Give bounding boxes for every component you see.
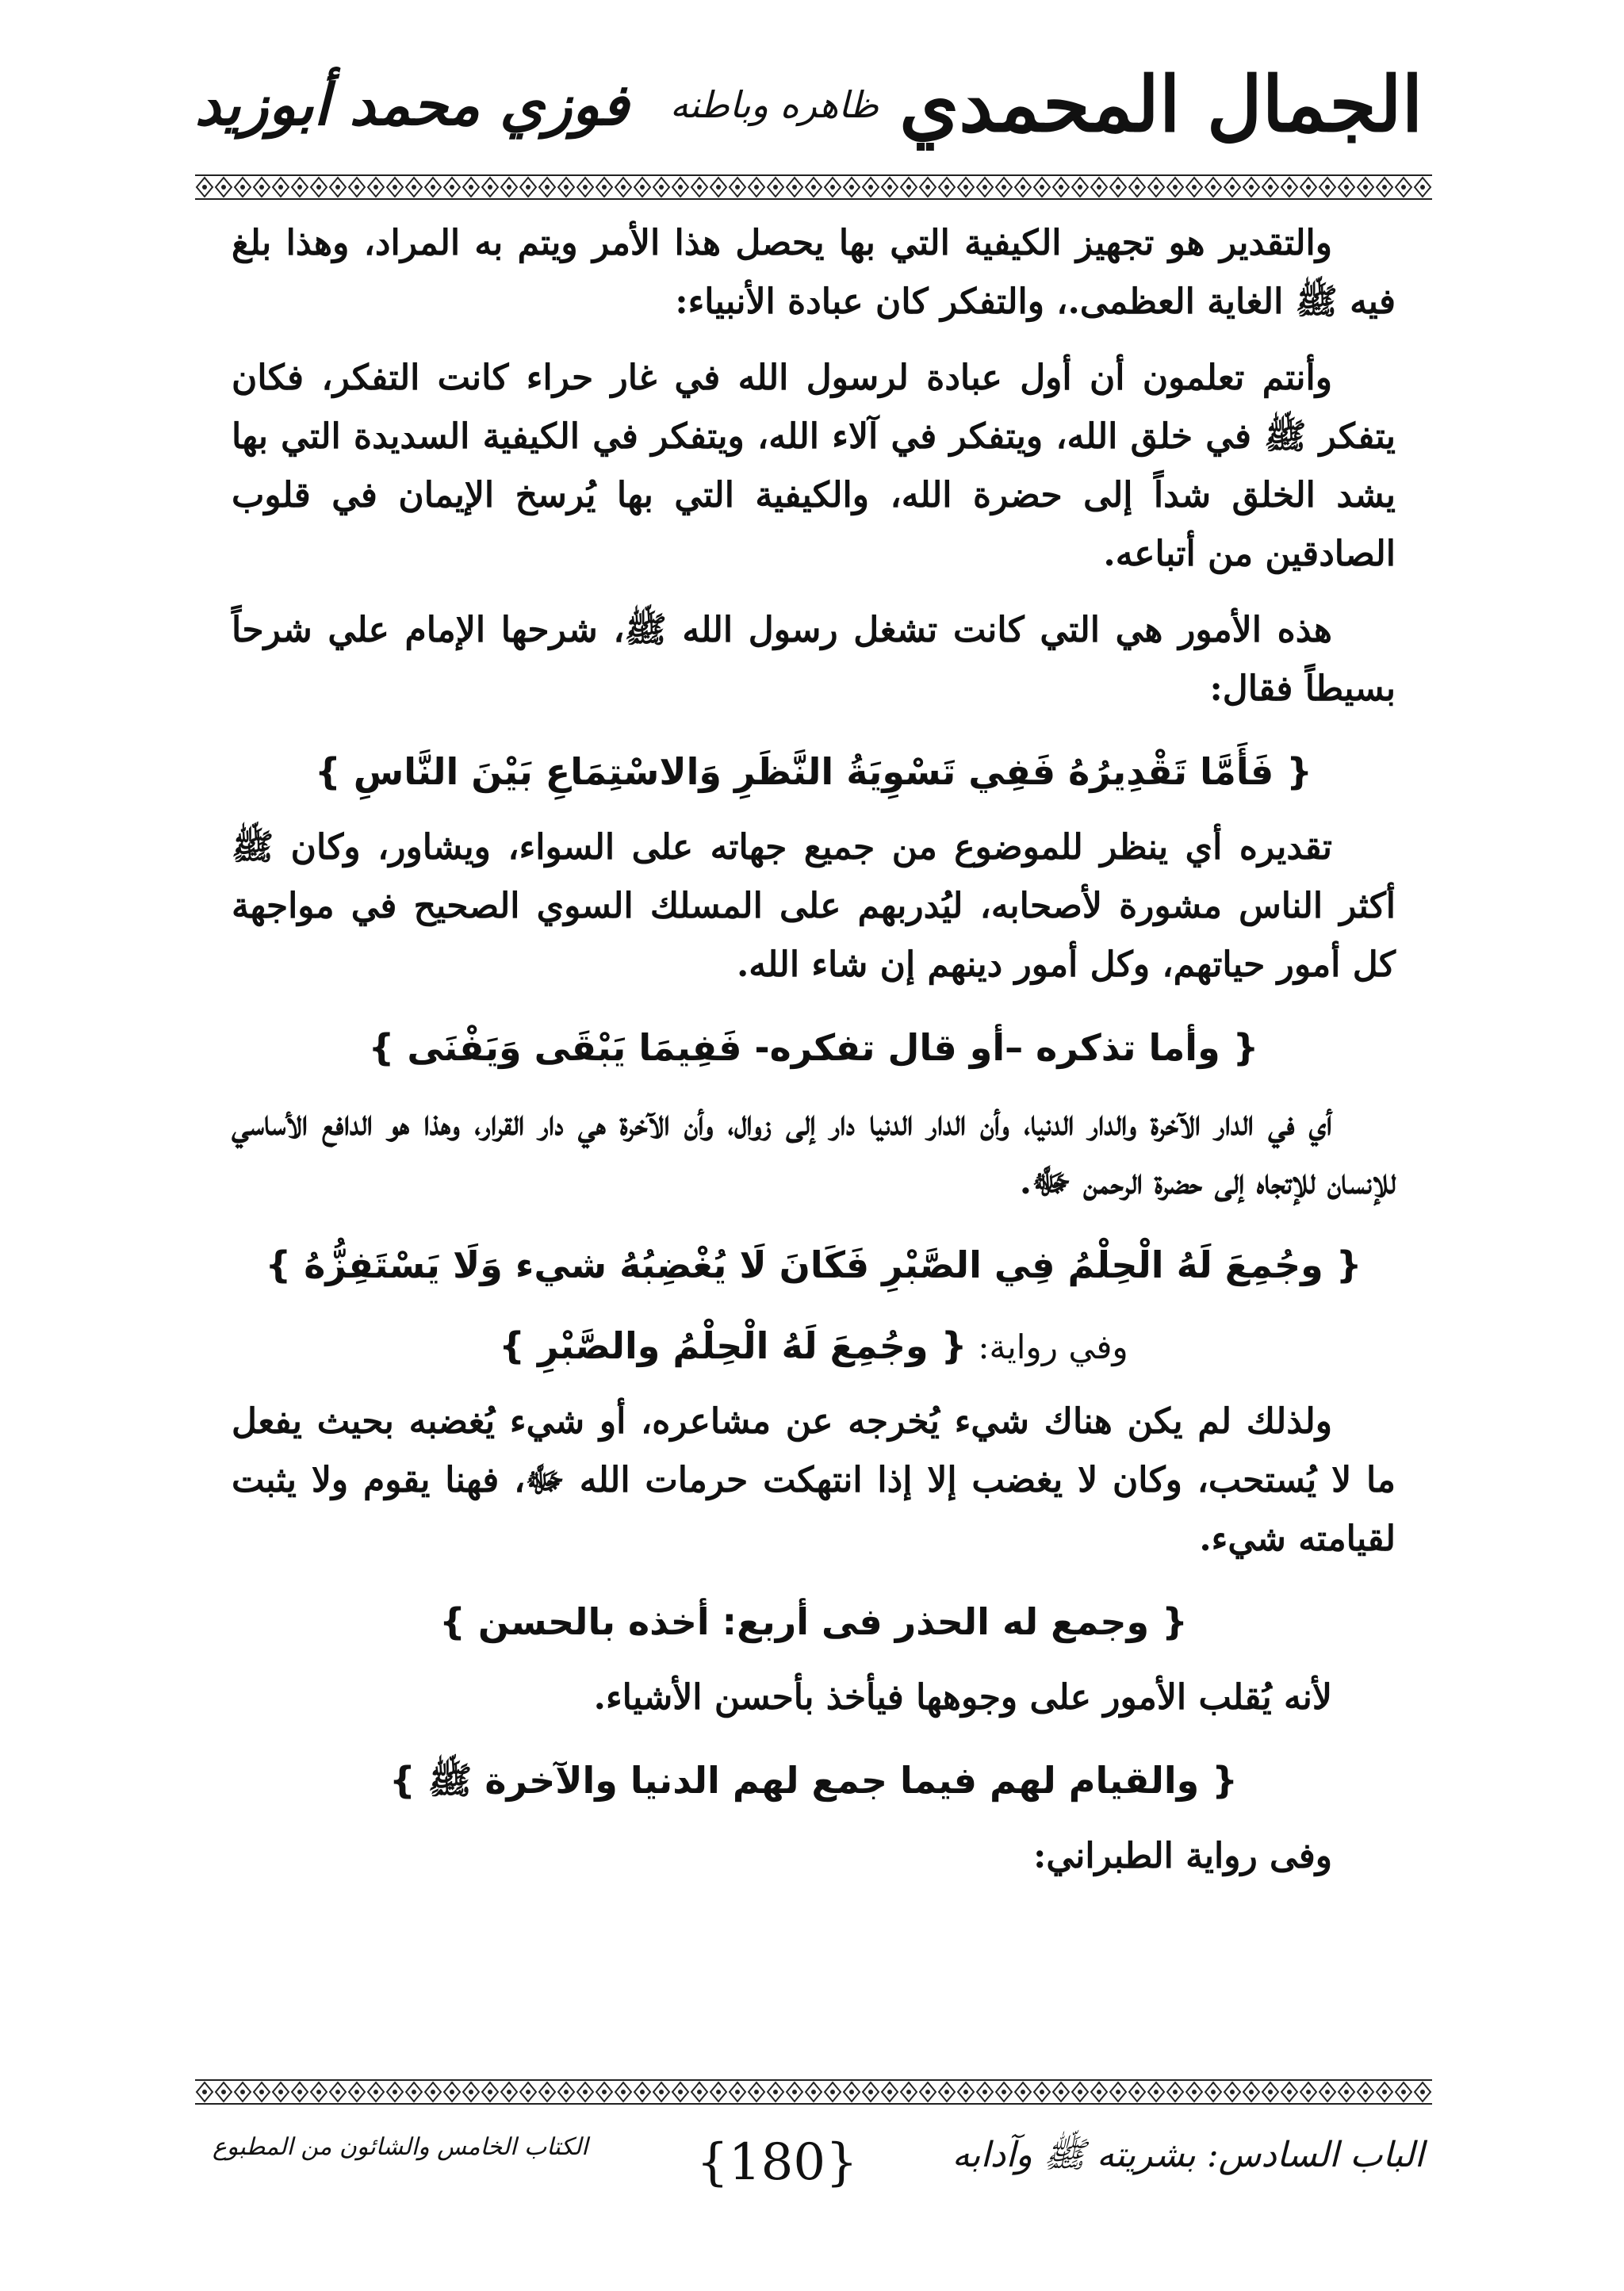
ornamental-border-bottom [195, 2079, 1432, 2105]
hadith-quote: { وجُمِعَ لَهُ الْحِلْمُ فِي الصَّبْرِ فَكَانَ لَا يُغْضِبُهُ شيء وَلَا يَسْتَفِزُّهُ } [265, 1243, 1362, 1286]
page-number: {180} [696, 2133, 858, 2192]
paragraph: ولذلك لم يكن هناك شيء يُخرجه عن مشاعره، أو شيء يُغضبه بحيث يفعل ما لا يُستحب، وكان لا يغضب إلا إذا انتهكت حرمات الله ﷻ، فهنا يقوم ولا يثبت لقيامته شيء. [232, 1401, 1396, 1559]
hadith-quote: { فَأَمَّا تَقْدِيرُهُ فَفِي تَسْوِيَةُ النَّظَرِ وَالاسْتِمَاعِ بَيْنَ النَّاسِ } [314, 750, 1313, 793]
book-title: الجمال المحمدي [899, 59, 1423, 149]
author-name: فوزي محمد أبوزيد [194, 71, 629, 138]
paragraph: وفى رواية الطبراني: [1033, 1836, 1332, 1876]
paragraph: لأنه يُقلب الأمور على وجوهها فيأخذ بأحسن الأشياء. [593, 1677, 1332, 1718]
hadith-quote: { وجُمِعَ لَهُ الْحِلْمُ والصَّبْرِ } [499, 1324, 967, 1367]
page-body [232, 214, 1396, 1903]
ornamental-border-top [195, 174, 1432, 200]
paragraph: أي في الدار الآخرة والدار الدنيا، وأن الدار الدنيا دار إلى زوال، وأن الآخرة هي دار القرار، وهذا هو الدافع الأساسي للإنسان للإتجاه إلى حضرة الرحمن ﷻ. [232, 1103, 1396, 1202]
hadith-quote: { وأما تذكره –أو قال تفكره- فَفِيمَا يَبْقَى وَيَفْنَى } [368, 1026, 1259, 1069]
paragraph: وأنتم تعلمون أن أول عبادة لرسول الله في غار حراء كانت التفكر، فكان يتفكر ﷺ في خلق الله، ويتفكر في آلاء الله، ويتفكر في الكيفية السديدة التي بها يشد الخلق شداً إلى حضرة الله، والكيفية التي بها يُرسخ الإيمان في قلوب الصادقين من أتباعه. [232, 358, 1396, 574]
chapter-title: الباب السادس: بشريته ﷺ وآدابه [952, 2135, 1424, 2175]
paragraph: تقديره أي ينظر للموضوع من جميع جهاته على السواء، ويشاور، وكان ﷺ أكثر الناس مشورة لأصحابه، ليُدربهم على المسلك السوي الصحيح في مواجهة كل أمور حياتهم، وكل أمور دينهم إن شاء الله. [232, 827, 1396, 985]
narration-label: وفي رواية: [978, 1327, 1128, 1366]
book-subtitle: ظاهره وباطنه [669, 83, 879, 126]
narration-line [232, 1312, 1396, 1381]
book-part: الكتاب الخامس والشائون من المطبوع [213, 2133, 588, 2161]
paragraph: والتقدير هو تجهيز الكيفية التي بها يحصل هذا الأمر ويتم به المراد، وهذا بلغ فيه ﷺ الغاية العظمى.، والتفكر كان عبادة الأنبياء: [232, 223, 1396, 322]
hadith-quote: { والقيام لهم فيما جمع لهم الدنيا والآخرة ﷺ } [389, 1759, 1239, 1802]
paragraph: هذه الأمور هي التي كانت تشغل رسول الله ﷺ، شرحها الإمام علي شرحاً بسيطاً فقال: [232, 610, 1396, 709]
page-header [194, 57, 1423, 152]
hadith-quote: { وجمع له الحذر فى أربع: أخذه بالحسن } [439, 1600, 1188, 1643]
